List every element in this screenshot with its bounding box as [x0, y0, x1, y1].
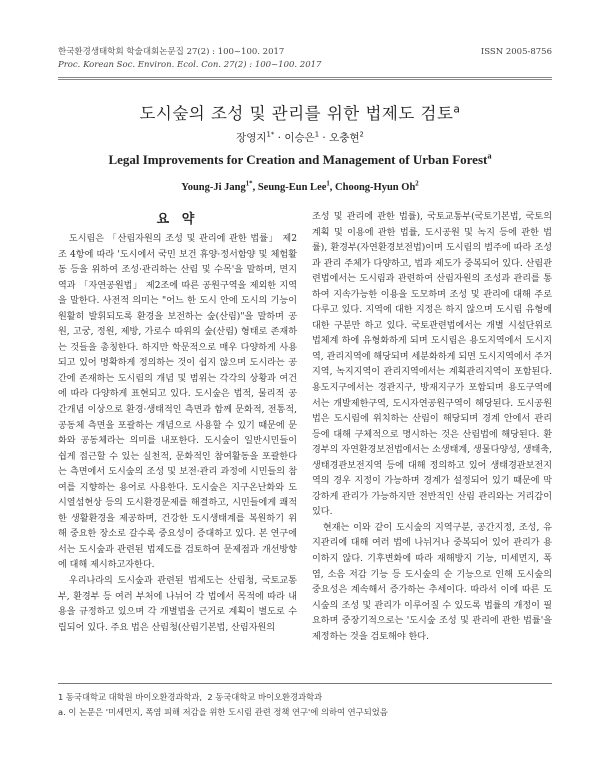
paragraph: 도시림은 「산림자원의 조성 및 관리에 관한 법률」 제2조 4항에 따라 '도시에서 국민 보건 휴양·정서함양 및 체험활동 등을 위하여 조성·관리하는 산림 및 수목'을 말하며, 면지역과 「자연공원법」 제2조에 따른 공원구역을 제외한 지역을 말한다. 사전적 의미는 "어느 한 도시 안에 도시의 기능이 원활히 발휘되도록 환경을 보전하는 숲(산림)"을 말하며 공원, 고궁, 정원, 제방, 가로수 따위의 숲(산림) 형태로 존재하는 것들을 총칭한다. 하지만 학문적으로 매우 다양하게 사용되고 있어 명확하게 정의하는 것이 쉽지 않으며 도시라는 공간에 존재하는 도시림의 개념 및 범위는 각각의 상황과 여건에 따라 다양하게 표현되고 있다. 도시숲은 법적, 물리적 공간개념 이상으로 환경·생태적인 측면과 함께 문화적, 전통적, 공동체 측면을 포괄하는 개념으로 사용할 수 있기 때문에 문화와 공동체라는 의미를 내포한다. 도시숲이 일반시민들이 쉽게 접근할 수 있는 실천적, 문화적인 참여활동을 포괄한다는 측면에서 도시숲의 조성 및 보전·관리 과정에 시민들의 참여를 지향하는 용어로 사용한다. 도시숲은 지구온난화와 도시열섬현상 등의 도시환경문제를 해결하고, 시민들에게 쾌적한 생활환경을 제공하며, 건강한 도시생태계를 복원하기 위해 중요한 장소로 갈수록 중요성이 증대하고 있다. 본 연구에서는 도시숲과 관련된 법제도를 검토하여 문제점과 개선방향에 대해 제시하고자한다.: [58, 234, 297, 571]
affiliation-1: 동국대학교 대학원 바이오환경과학과,: [65, 692, 203, 702]
issn: ISSN 2005-8756: [480, 47, 552, 57]
author-name: Choong-Hyun Oh: [335, 182, 416, 193]
authors-en: Young-Ji Jang$^{1*}$, Seung-Eun Lee$^1$, Choong-Hyun Oh$^2$: [181, 180, 419, 193]
author-name: 이승은: [284, 132, 315, 144]
running-header: [58, 46, 552, 72]
body-column-right: [312, 210, 552, 645]
paragraph: 우리나라의 도시숲과 관련된 법제도는 산림청, 국토교통부, 환경부 등 여러 부처에 나뉘어 각 법에서 목적에 따라 내용을 규정하고 있으며 각 개별법을 근거로 계획이 별도로 수립되어 있다. 주요 법은 산림청(산림기본법, 산림자원의: [58, 576, 297, 633]
authors-ko: 장영지$^{1*}$ · 이승은$^1$ · 오충현$^2$: [236, 130, 364, 144]
author-name: 장영지: [236, 132, 267, 144]
body-column-left: [58, 232, 297, 636]
paragraph: 현재는 이와 같이 도시숲의 지역구분, 공간지정, 조성, 유지관리에 대해 여러 법에 나뉘거나 중복되어 있어 관리가 용이하지 않다. 기후변화에 따라 재해방지 기능, 미세먼지, 폭염, 소음 저감 기능 등 도시숲의 순 기능으로 인해 도시숲의 중요성은 계속해서 증가하는 추세이다. 따라서 이에 따른 도시숲의 조성 및 관리가 이루어질 수 있도록 법률의 개정이 필요하며 중장기적으로는 '도시숲 조성 및 관리에 관한 법률'을 제정하는 것을 검토해야 한다.: [312, 522, 552, 642]
header-rule: [58, 77, 552, 78]
funding-note: a. 이 논문은 '미세먼지, 폭염 피해 저감을 위한 도시림 관련 정책 연구'에 의하여 연구되었음: [58, 707, 388, 717]
journal-citation-en: Proc. Korean Soc. Environ. Ecol. Con. 27(2) : 100~100. 2017: [58, 60, 322, 70]
paragraph: 조성 및 관리에 관한 법률), 국토교통부(국토기본법, 국토의 계획 및 이용에 관한 법률, 도시공원 및 녹지 등에 관한 법률), 환경부(자연환경보전법)이며 도시림의 범주에 따라 조성과 관리 주체가 다양하고, 법과 제도가 중복되어 있다. 산림관련법에서는 도시림과 관련하여 산림자원의 조성과 관리를 통하여 지속가능한 이용을 도모하며 조성 및 관리에 대해 주로 다루고 있다. 지역에 대한 지정은 하지 않으며 도시림 유형에 대한 구분만 하고 있다. 국토관련법에서는 개별 시설단위로 법체계 하에 유형화하게 되며 도시림은 용도지역에서 도시지역, 관리지역에 해당되며 세분화하게 되면 도시지역에서 주거지역, 녹지지역이 관리지역에서는 계획관리지역이 포함된다. 용도지구에서는 경관지구, 방재지구가 포함되며 용도구역에서는 개발제한구역, 도시자연공원구역이 해당된다. 도시공원법은 도시림에 위치하는 산림이 해당되며 경계 안에서 관리 등에 대해 구체적으로 명시하는 것은 산림법에 해당된다. 환경부의 자연환경보전법에서는 소생태계, 생물다양성, 생태축, 생태경관보전지역 등에 대해 정의하고 있어 생태경관보전지역의 경우 지정이 가능하며 경계가 설정되어 있기 때문에 막강하게 관리가 가능하지만 전반적인 산림 관리와는 거리감이 있다.: [312, 212, 552, 518]
journal-citation-ko: 한국환경생태학회 학술대회논문집 27(2) : 100~100. 2017: [58, 47, 285, 57]
footnote-rule: [58, 683, 552, 684]
header-rule-2: [58, 79, 552, 80]
paper-title-ko: 도시숲의 조성 및 관리를 위한 법제도 검토$^a$: [139, 102, 461, 123]
author-name: Seung-Eun Lee: [257, 182, 327, 193]
footnotes: [58, 690, 552, 720]
author-name: Young-Ji Jang: [181, 182, 246, 193]
affiliation-2: 동국대학교 바이오환경과학과: [215, 692, 323, 702]
abstract-heading: 요 약: [156, 212, 199, 227]
author-name: 오충현: [329, 132, 360, 144]
paper-title-en: Legal Improvements for Creation and Management of Urban Forest$^a$: [108, 150, 492, 167]
affiliations: 1 동국대학교 대학원 바이오환경과학과, 2 동국대학교 바이오환경과학과: [58, 692, 323, 702]
